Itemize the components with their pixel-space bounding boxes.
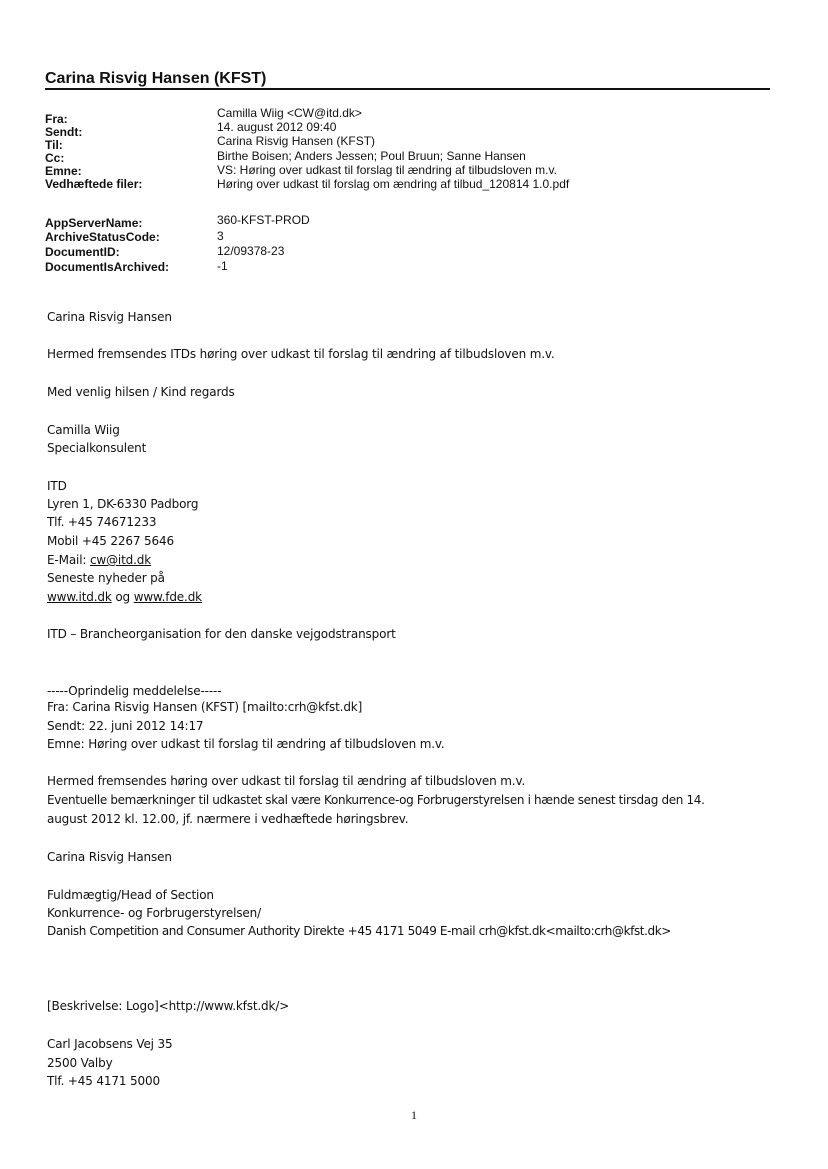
- to-label: Til:: [45, 138, 63, 152]
- news-text: Seneste nyheder på: [47, 571, 165, 585]
- original-authority-contact: Danish Competition and Consumer Authority Direkte +45 4171 5049 E-mail crh@kfst.dk<mailto:crh@kfst.dk>: [47, 924, 671, 938]
- org-name: ITD: [47, 479, 67, 493]
- web-links-line: [47, 590, 202, 604]
- org-mobile: Mobil +45 2267 5646: [47, 534, 174, 548]
- authority-city: 2500 Valby: [47, 1056, 113, 1070]
- sent-label: Sendt:: [45, 125, 83, 139]
- original-separator: -----Oprindelig meddelelse-----: [47, 684, 222, 698]
- original-paragraph-2-line-1: Eventuelle bemærkninger til udkastet skal være Konkurrence-og Forbrugerstyrelsen i hænde senest tirsdag den 14.: [47, 793, 705, 807]
- document-archived-value: -1: [217, 259, 228, 273]
- itd-website-link[interactable]: www.itd.dk: [47, 590, 112, 604]
- original-sent: Sendt: 22. juni 2012 14:17: [47, 719, 204, 733]
- original-from: Fra: Carina Risvig Hansen (KFST) [mailto:crh@kfst.dk]: [47, 700, 363, 714]
- attachments-value: Høring over udkast til forslag om ændring af tilbud_120814 1.0.pdf: [217, 177, 570, 191]
- cc-label: Cc:: [45, 151, 65, 165]
- original-authority: Konkurrence- og Forbrugerstyrelsen/: [47, 906, 262, 920]
- web-and: og: [111, 590, 134, 604]
- email-prefix: E-Mail:: [47, 553, 90, 567]
- org-email-line: [47, 553, 151, 567]
- logo-description: [Beskrivelse: Logo]<http://www.kfst.dk/>: [47, 999, 290, 1013]
- authority-street: Carl Jacobsens Vej 35: [47, 1037, 173, 1051]
- archive-status-label: ArchiveStatusCode:: [45, 230, 160, 244]
- subject-label: Emne:: [45, 164, 82, 178]
- authority-phone: Tlf. +45 4171 5000: [47, 1074, 160, 1088]
- org-phone: Tlf. +45 74671233: [47, 515, 157, 529]
- original-subject: Emne: Høring over udkast til forslag til ændring af tilbudsloven m.v.: [47, 737, 445, 751]
- document-archived-label: DocumentIsArchived:: [45, 260, 170, 274]
- archive-status-value: 3: [217, 229, 224, 243]
- original-signer-role: Fuldmægtig/Head of Section: [47, 888, 214, 902]
- from-label: Fra:: [45, 112, 68, 126]
- page-number: 1: [411, 1108, 417, 1122]
- attachments-label: Vedhæftede filer:: [45, 177, 143, 191]
- document-id-value: 12/09378-23: [217, 244, 285, 258]
- original-paragraph-1: Hermed fremsendes høring over udkast til forslag til ændring af tilbudsloven m.v.: [47, 774, 526, 788]
- page-title: Carina Risvig Hansen (KFST): [45, 70, 267, 87]
- salutation: Carina Risvig Hansen: [47, 310, 172, 324]
- tagline: ITD – Brancheorganisation for den danske vejgodstransport: [47, 627, 396, 641]
- regards: Med venlig hilsen / Kind regards: [47, 385, 235, 399]
- document-id-label: DocumentID:: [45, 245, 120, 259]
- cc-value: Birthe Boisen; Anders Jessen; Poul Bruun; Sanne Hansen: [217, 149, 526, 163]
- to-value: Carina Risvig Hansen (KFST): [217, 134, 376, 148]
- title-divider: [45, 88, 770, 90]
- from-value: Camilla Wiig <CW@itd.dk>: [217, 106, 362, 120]
- email-link[interactable]: cw@itd.dk: [89, 553, 152, 567]
- intro-text: Hermed fremsendes ITDs høring over udkast til forslag til ændring af tilbudsloven m.v.: [47, 347, 555, 361]
- original-paragraph-2-line-2: august 2012 kl. 12.00, jf. nærmere i vedhæftede høringsbrev.: [47, 812, 409, 826]
- signer-name: Camilla Wiig: [47, 423, 120, 437]
- original-signer-name: Carina Risvig Hansen: [47, 850, 172, 864]
- org-address: Lyren 1, DK-6330 Padborg: [47, 497, 199, 511]
- sent-value: 14. august 2012 09:40: [217, 120, 337, 134]
- signer-title: Specialkonsulent: [47, 441, 147, 455]
- app-server-value: 360-KFST-PROD: [217, 213, 310, 227]
- fde-website-link[interactable]: www.fde.dk: [133, 590, 202, 604]
- subject-value: VS: Høring over udkast til forslag til ændring af tilbudsloven m.v.: [217, 163, 557, 177]
- app-server-label: AppServerName:: [45, 216, 143, 230]
